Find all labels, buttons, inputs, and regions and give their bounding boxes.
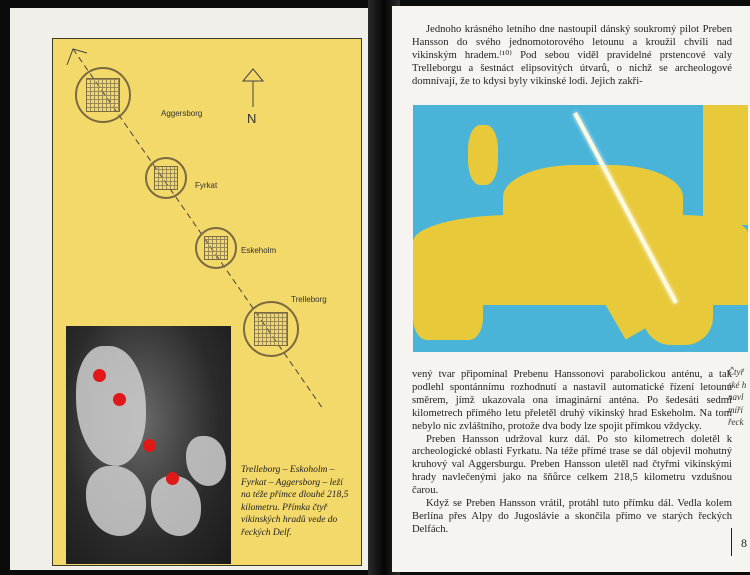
north-label: N <box>247 111 257 126</box>
aggersborg-fort-icon <box>75 67 131 123</box>
paragraph-body: vený tvar připomínal Prebenu Hanssonovi parabolickou anténu, a tak podlehl spontánnímu rozhodnutí a nastavil automatické řízení letounu směrem, jímž ukazovala ona imaginární anténa. Po šedesáti sedmi kilometrech přímého letu přeletěl druhý vikinský hrad Eskeholm. Na tom nebylo nic zvláštního, protože dva body lze spojit přímkou vždycky. Preben Hansson udržoval kurz dál. Po sto kilometrech doletěl k archeologické oblasti Fyrkatu. Na téže přímé trase se dál objevil mohutný kruhový val Aggersburgu. Preben Hansson uletěl nad čtyřmi vikinskými hrady navlečenými jako na šňůrce celkem 218,5 kilometru vzdušnou čarou. Když se Preben Hansson vrátil, protáhl tuto přímku dál. Vedla kolem Berlína přes Alpy do Jugoslávie a skončila přímo ve starých řeckých Delfách. <box>412 369 732 535</box>
fyrkat-marker <box>113 393 126 406</box>
label-aggersborg: Aggersborg <box>161 109 203 118</box>
label-eskeholm: Eskeholm <box>241 246 277 255</box>
fyrkat-fort-icon <box>145 157 187 199</box>
left-page <box>10 8 372 570</box>
denmark-satellite-photo <box>66 326 231 564</box>
trelleborg-marker <box>166 472 179 485</box>
page-number: 8 <box>741 536 747 550</box>
paragraph-intro: Jednoho krásného letního dne nastoupil dánský soukromý pilot Preben Hansson do svého jednomotorového letounu a kroužil chvíli nad vikinským hradem.⁽¹⁰⁾ Pod sebou viděl pravidelné prstencové valy Trelleborgu a šestnáct elipsovitých útvarů, o nichž se archeologové domnívají, že to kdysi byly vikinské lodi. Jejich zakři- <box>412 24 732 87</box>
eskeholm-marker <box>143 439 156 452</box>
trelleborg-fort-icon <box>243 301 299 357</box>
viking-forts-figure <box>52 38 362 566</box>
figure-caption: Trelleborg – Eskoholm – Fyrkat – Aggersborg – leží na téže přímce dlouhé 218,5 kilometru. Přímka čtyř vikinských hradů vede do řeckých Delf. <box>241 465 349 538</box>
aggersborg-marker <box>93 369 106 382</box>
eskeholm-fort-icon <box>195 227 237 269</box>
label-trelleborg: Trelleborg <box>291 295 327 304</box>
europe-map-illustration <box>413 105 748 352</box>
margin-caption: Čtyř ské h navl míří řeck <box>728 367 747 427</box>
page-number-rule <box>731 528 732 556</box>
label-fyrkat: Fyrkat <box>195 181 218 190</box>
right-page <box>392 6 750 572</box>
